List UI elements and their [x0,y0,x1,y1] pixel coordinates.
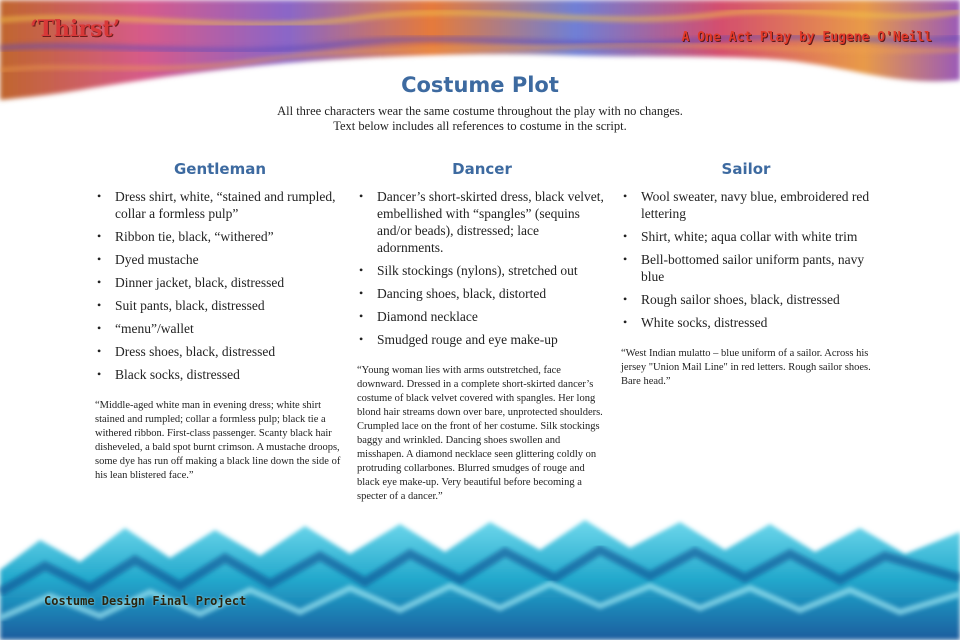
list-item: • Black socks, distressed [95,366,345,383]
intro-line-1: All three characters wear the same costume throughout the play with no changes. [277,104,683,118]
painted-waves [0,500,960,640]
intro-line-2: Text below includes all references to costume in the script. [333,119,627,133]
list-item: • Dinner jacket, black, distressed [95,274,345,291]
list-item: • Silk stockings (nylons), stretched out [357,262,607,279]
list-item: • Bell-bottomed sailor uniform pants, navy blue [621,251,871,285]
script-quote-gentleman: “Middle-aged white man in evening dress; white shirt stained and rumpled; collar a formless pulp; black tie a withered ribbon. First-class passenger. Scanty black hair disheveled, a bald spot burnt crimson. A mustache droops, some dye has run off making a black line down the side of his lean blistered face.” [95,400,341,481]
list-item: • Dyed mustache [95,251,345,268]
list-item: • Dancing shoes, black, distorted [357,285,607,302]
column-title-dancer: Dancer [452,160,512,178]
list-item: • White socks, distressed [621,314,871,331]
costume-list-sailor [621,188,871,331]
list-item: • Suit pants, black, distressed [95,297,345,314]
play-byline: A One Act Play by Eugene O'Neill [681,30,932,45]
list-item: • Ribbon tie, black, “withered” [95,228,345,245]
list-item: • Rough sailor shoes, black, distressed [621,291,871,308]
list-item: • “menu”/wallet [95,320,345,337]
list-item: • Wool sweater, navy blue, embroidered red lettering [621,188,871,222]
column-sailor [621,160,871,389]
column-gentleman [95,160,345,483]
list-item: • Dress shirt, white, “stained and rumpled, collar a formless pulp” [95,188,345,222]
column-dancer [357,160,607,504]
script-quote-dancer: “Young woman lies with arms outstretched, face downward. Dressed in a complete short-skirted dancer’s costume of black velvet covered with spangles. Her long blond hair streams down over bare, unprotected shoulders. Crumpled lace on the front of her costume. Silk stockings baggy and wrinkled. Dancing shoes swollen and misshapen. A diamond necklace seen glittering coldly on protruding collarbones. Blurred smudges of rouge and black eye make-up. Very beautiful before becoming a specter of a dancer.” [357,365,603,502]
page-title: Costume Plot [401,73,559,97]
costume-list-dancer [357,188,607,348]
footer-label: Costume Design Final Project [44,594,247,608]
intro-text [0,104,960,134]
column-title-gentleman: Gentleman [173,160,267,178]
list-item: • Diamond necklace [357,308,607,325]
list-item: • Dress shoes, black, distressed [95,343,345,360]
list-item: • Smudged rouge and eye make-up [357,331,607,348]
costume-list-gentleman [95,188,345,383]
list-item: • Dancer’s short-skirted dress, black velvet, embellished with “spangles” (sequins and/or beads), distressed; lace adornments. [357,188,607,256]
play-title: ‘Thirst’ [30,16,121,42]
column-title-sailor: Sailor [721,160,771,178]
list-item: • Shirt, white; aqua collar with white trim [621,228,871,245]
script-quote-sailor: “West Indian mulatto – blue uniform of a sailor. Across his jersey "Union Mail Line" in red letters. Rough sailor shoes. Bare head.” [621,348,871,387]
